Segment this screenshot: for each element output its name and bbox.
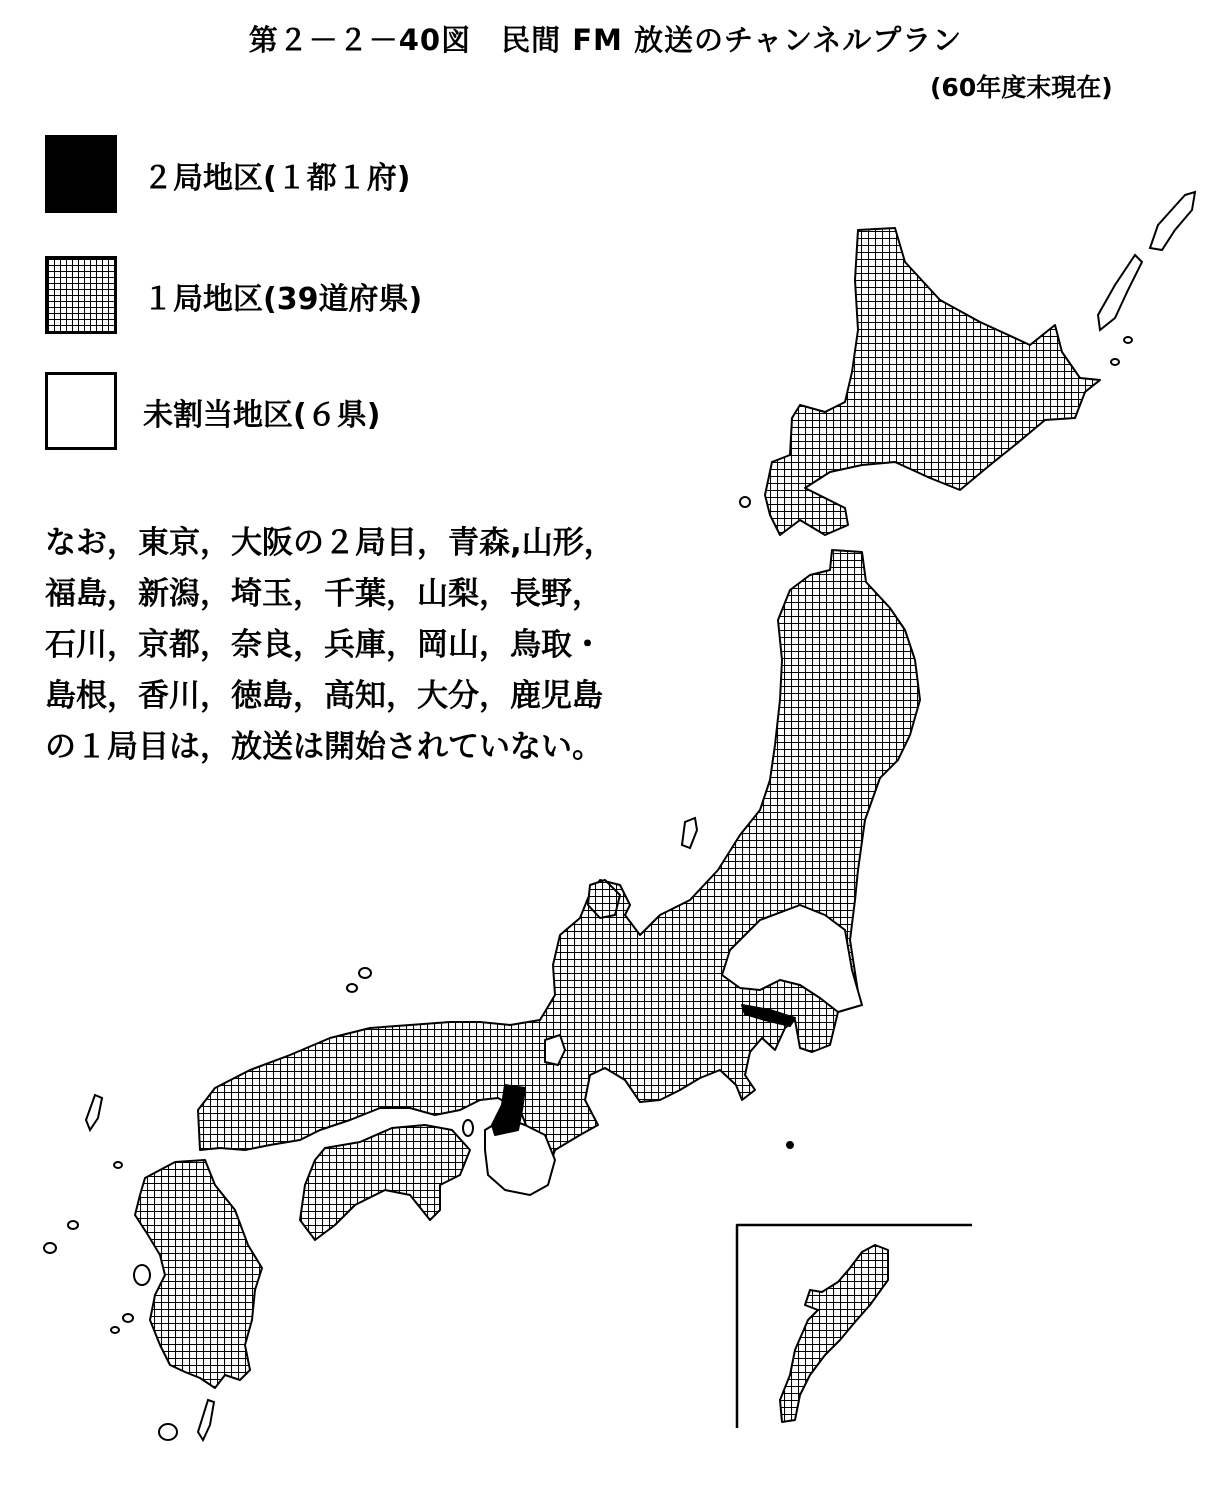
island-tanegashima bbox=[198, 1400, 214, 1440]
region-honshu bbox=[198, 550, 920, 1170]
island-oki-1 bbox=[359, 968, 371, 978]
island-kuril-4 bbox=[1111, 359, 1119, 365]
island-goto-2 bbox=[68, 1221, 78, 1229]
region-hokkaido bbox=[765, 228, 1100, 535]
region-shikoku bbox=[300, 1125, 470, 1240]
island-awaji bbox=[463, 1120, 473, 1136]
island-goto-3 bbox=[44, 1243, 56, 1253]
island-sado bbox=[682, 818, 697, 848]
island-koshiki-1 bbox=[134, 1265, 150, 1285]
figure-title: 第２－２－40図 民間 FM 放送のチャンネルプラン bbox=[248, 23, 963, 57]
island-kuril-1 bbox=[1150, 192, 1195, 250]
region-okinawa bbox=[780, 1245, 888, 1422]
footnote-line: 石川，京都，奈良，兵庫，岡山，鳥取・ bbox=[45, 627, 603, 663]
island-tsushima bbox=[86, 1095, 102, 1130]
island-yakushima bbox=[159, 1424, 177, 1440]
okinawa-inset-frame bbox=[737, 1225, 972, 1428]
footnote-line: の１局目は，放送は開始されていない。 bbox=[45, 729, 603, 765]
island-sado-area bbox=[740, 497, 750, 507]
legend-label-unallocated: 未割当地区(６県) bbox=[143, 398, 381, 433]
region-kyushu bbox=[135, 1160, 262, 1388]
legend-label-two-station: ２局地区(１都１府) bbox=[143, 161, 411, 196]
footnote-line: 福島，新潟，埼玉，千葉，山梨，長野， bbox=[45, 576, 603, 612]
island-goto-1 bbox=[114, 1162, 122, 1168]
island-kuril-2 bbox=[1098, 255, 1142, 330]
legend-label-one-station: １局地区(39道府県) bbox=[143, 282, 423, 317]
island-oki-2 bbox=[347, 984, 357, 992]
footnote-line: なお，東京，大阪の２局目，青森,山形， bbox=[45, 525, 615, 561]
island-koshiki-2 bbox=[123, 1314, 133, 1322]
figure-subtitle: (60年度末現在) bbox=[930, 73, 1113, 102]
island-izu bbox=[787, 1142, 793, 1148]
island-koshiki-3 bbox=[111, 1327, 119, 1333]
island-kuril-3 bbox=[1124, 337, 1132, 343]
footnote-line: 島根，香川，徳島，高知，大分，鹿児島 bbox=[45, 678, 603, 714]
